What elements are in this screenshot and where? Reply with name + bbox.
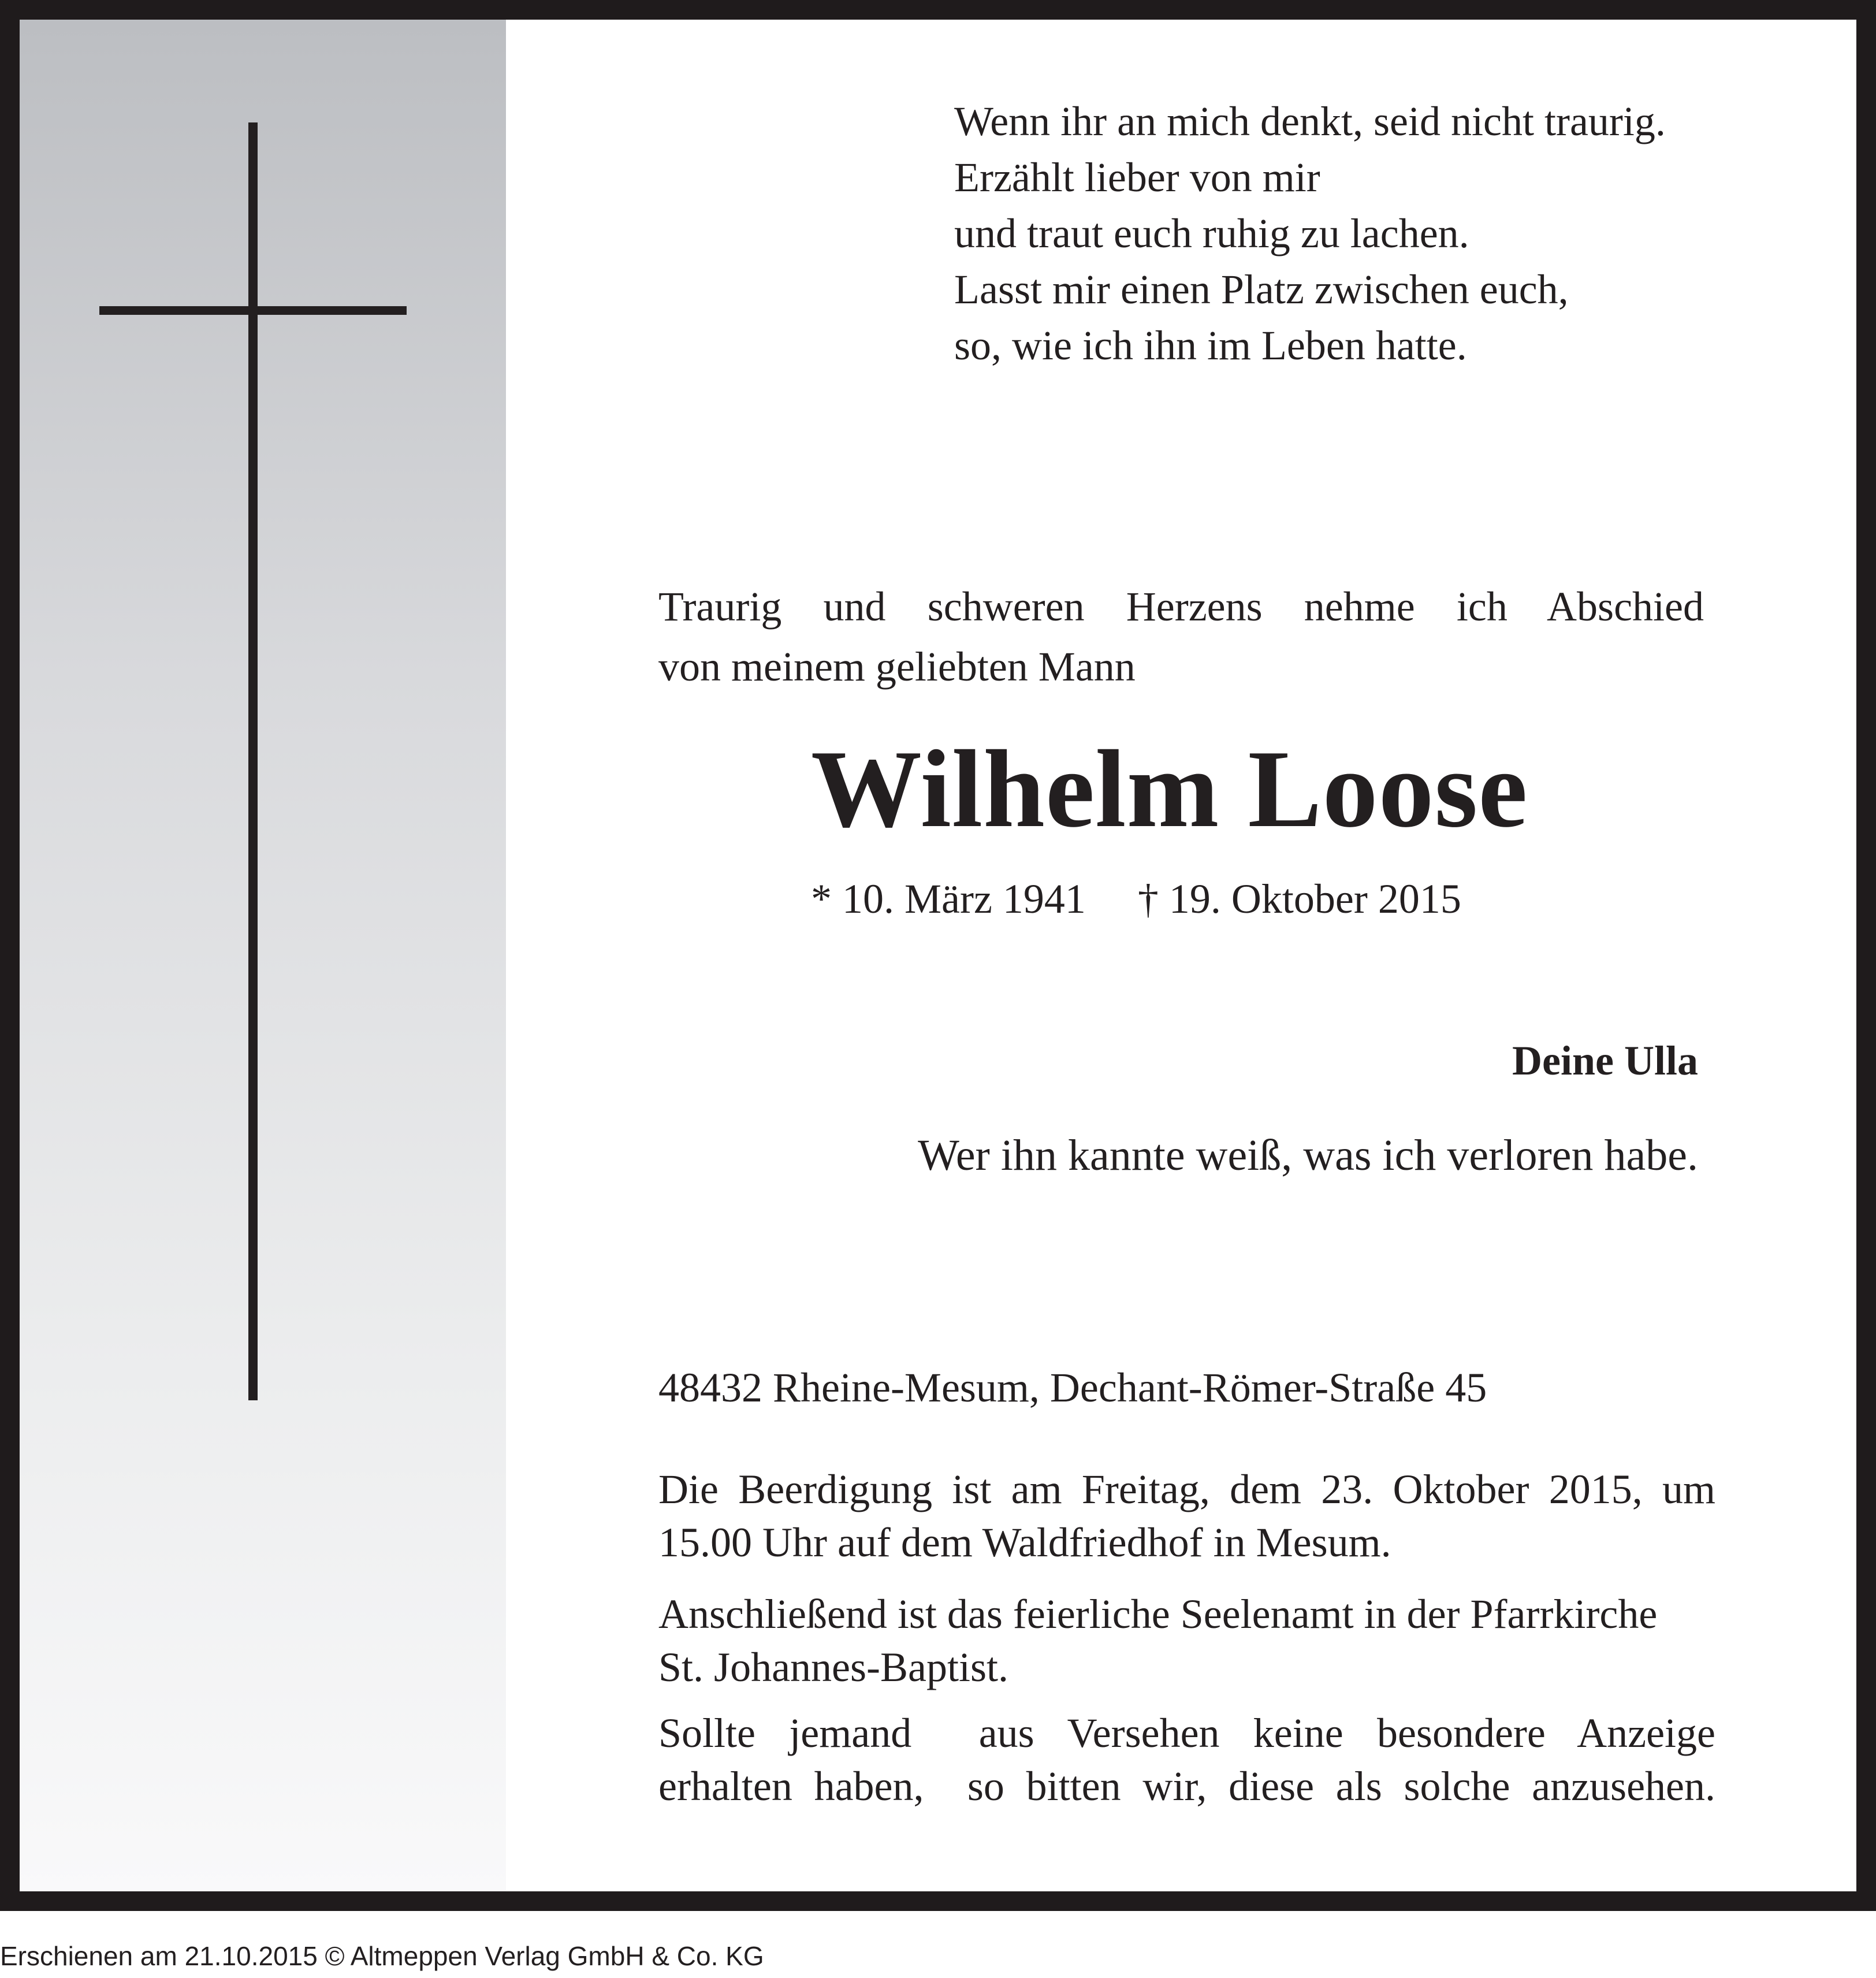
funeral-line-1: Die Beerdigung ist am Freitag, dem 23. Oktober 2015, um xyxy=(658,1466,1715,1512)
mass-line-2: St. Johannes-Baptist. xyxy=(658,1644,1008,1690)
poem-line: so, wie ich ihn im Leben hatte. xyxy=(954,322,1467,369)
notice-line-2: erhalten haben, so bitten wir, diese als solche anzusehen. xyxy=(658,1763,1715,1809)
address: 48432 Rheine-Mesum, Dechant-Römer-Straße 45 xyxy=(658,1364,1487,1411)
publication-footer: Erschienen am 21.10.2015 © Altmeppen Verlag GmbH & Co. KG xyxy=(0,1941,764,1971)
life-dates xyxy=(811,870,1461,928)
poem-line: Wenn ihr an mich denkt, seid nicht traurig. xyxy=(954,98,1666,144)
poem-line: Lasst mir einen Platz zwischen euch, xyxy=(954,266,1569,313)
notice-line-1: Sollte jemand aus Versehen keine besondere Anzeige xyxy=(658,1710,1715,1756)
deceased-name: Wilhelm Loose xyxy=(811,727,1528,850)
signature: Deine Ulla xyxy=(1512,1038,1698,1084)
mass-line-1: Anschließend ist das feierliche Seelenamt in der Pfarrkirche xyxy=(658,1591,1658,1637)
birth-date: * 10. März 1941 xyxy=(811,876,1086,922)
intro-line-2: von meinem geliebten Mann xyxy=(658,644,1136,690)
gradient-side-band xyxy=(20,20,506,1891)
poem xyxy=(954,94,1666,374)
poem-line: Erzählt lieber von mir xyxy=(954,154,1320,200)
death-date: † 19. Oktober 2015 xyxy=(1137,876,1461,922)
poem-line: und traut euch ruhig zu lachen. xyxy=(954,210,1469,256)
intro-text xyxy=(658,577,1704,697)
memorial-quote: Wer ihn kannte weiß, was ich verloren habe. xyxy=(918,1131,1698,1180)
intro-line-1: Traurig und schweren Herzens nehme ich Abschied xyxy=(658,583,1704,630)
mass-notice xyxy=(658,1587,1715,1694)
funeral-line-2: 15.00 Uhr auf dem Waldfriedhof in Mesum. xyxy=(658,1519,1391,1566)
cross-horizontal-bar xyxy=(99,306,407,315)
no-invitation-notice xyxy=(658,1706,1715,1813)
funeral-notice xyxy=(658,1463,1715,1569)
